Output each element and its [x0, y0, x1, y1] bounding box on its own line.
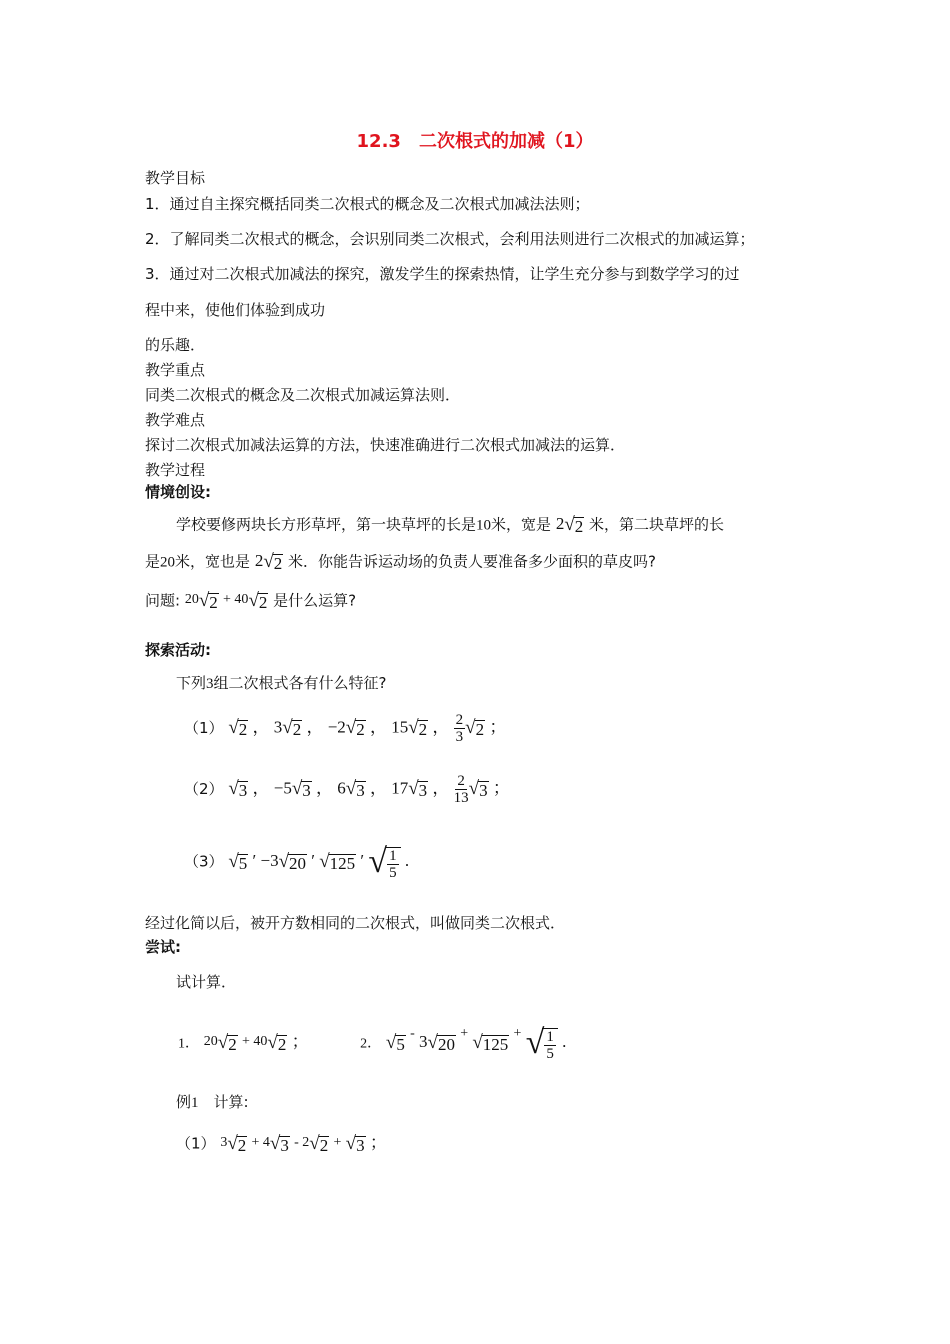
example-label: 例 — [176, 1093, 192, 1111]
question-expr: $^{20}$√2 $^{+ 40}$√2 — [184, 589, 268, 612]
example-num: 1 — [191, 1095, 199, 1111]
scene-length-1: 10 — [476, 517, 492, 534]
question-line — [145, 590, 356, 612]
group-2-label: （2） — [184, 780, 224, 798]
explore-intro-a: 下列 — [176, 674, 207, 692]
try-intro: 试计算． — [176, 973, 237, 991]
question-tail: 是什么运算? — [273, 591, 357, 610]
scene-length-2: 20 — [160, 554, 176, 571]
scene-heading: 情境创设: — [145, 483, 211, 501]
scene2-text-c: 米．你能告诉运动场的负责人要准备多少面积的草皮吗? — [288, 552, 656, 571]
question-label: 问题: — [145, 591, 181, 610]
try-heading: 尝试: — [145, 938, 181, 956]
group-1 — [184, 712, 506, 745]
example-text: 计算: — [213, 1093, 249, 1111]
scene-line-2 — [145, 551, 656, 573]
scene2-text-b: 米，宽也是 — [175, 552, 251, 571]
key-text: 同类二次根式的概念及二次根式加减运算法则． — [145, 386, 461, 404]
try-2-expr: √5 - 3√20 + √125 + √ $\frac{1}{5}$ . — [385, 1024, 567, 1062]
explore-intro-num: 3 — [206, 676, 214, 692]
scene-text-a: 学校要修两块长方形草坪，第一块草坪的长是 — [176, 515, 477, 534]
page-title: 12.3 二次根式的加减（1） — [356, 131, 594, 152]
scene-text-b: 米，宽是 — [491, 515, 552, 534]
group-3 — [184, 843, 409, 881]
group-3-label: （3） — [184, 852, 224, 871]
goal-2: 2．了解同类二次根式的概念，会识别同类二次根式，会利用法则进行二次根式的加减运算； — [145, 230, 755, 248]
try-exercises — [178, 1024, 566, 1062]
goal-1: 1．通过自主探究概括同类二次根式的概念及二次根式加减法法则； — [145, 195, 590, 213]
explore-intro-b: 组二次根式各有什么特征? — [213, 674, 387, 692]
scene2-text-a: 是 — [145, 552, 161, 571]
difficulty-heading: 教学难点 — [145, 411, 206, 429]
key-heading: 教学重点 — [145, 361, 206, 379]
try-1-label: 1． — [178, 1036, 199, 1052]
example-1 — [176, 1133, 387, 1155]
explore-intro — [176, 673, 386, 694]
conclusion: 经过化简以后，被开方数相同的二次根式，叫做同类二次根式． — [145, 914, 566, 932]
group-1-expr: √2 ， 3√2 ， −2√2 ， 15√2 ， $\frac{2}{3}$ √2 ； — [228, 712, 507, 745]
process-heading: 教学过程 — [145, 461, 206, 479]
try-1-expr: $^{20}$√2 $^{+ 40}$√2 ； — [203, 1031, 309, 1054]
goals-heading: 教学目标 — [145, 169, 206, 187]
difficulty-text: 探讨二次根式加减法运算的方法，快速准确进行二次根式加减法的运算． — [145, 436, 626, 454]
width-expr-2: 2√2 — [254, 550, 283, 573]
scene-text-c: 米，第二块草坪的长 — [589, 515, 725, 534]
goal-3-line-1: 3．通过对二次根式加减法的探究，激发学生的探索热情，让学生充分参与到数学学习的过 — [145, 265, 740, 283]
scene-line-1 — [176, 514, 724, 536]
width-expr-1: 2√2 — [555, 513, 584, 536]
group-1-label: （1） — [184, 719, 224, 737]
example-1-label: （1） — [176, 1134, 216, 1153]
example-1-expr: $^3$√2 $^{+ 4}$√3 $^{- 2}$√2 + √3 ； — [220, 1132, 387, 1155]
example-heading — [176, 1092, 249, 1113]
try-2-label: 2． — [360, 1036, 382, 1052]
group-2 — [184, 773, 510, 806]
group-2-expr: √3 ， −5√3 ， 6√3 ， 17√3 ， $\frac{2}{13}$ √3 ； — [228, 773, 510, 806]
group-3-expr: √5 ′ −3√20 ′ √125 ′ √ $\frac{1}{5}$ . — [228, 843, 410, 881]
goal-3-line-3: 的乐趣． — [145, 336, 206, 354]
explore-heading: 探索活动: — [145, 641, 211, 659]
goal-3-line-2: 程中来，使他们体验到成功 — [145, 301, 326, 319]
